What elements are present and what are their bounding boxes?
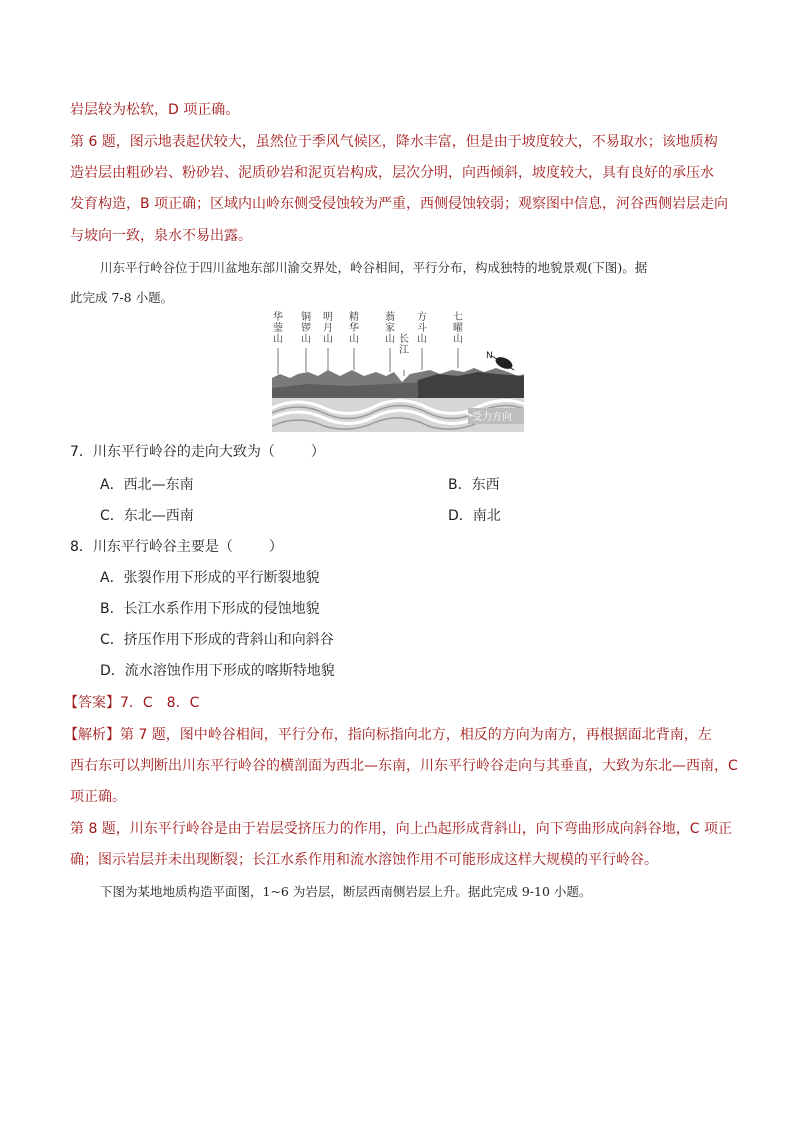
- q7-option-b: B．东西: [448, 477, 500, 493]
- q8-option-a: A．张裂作用下形成的平行断裂地貌: [100, 570, 320, 586]
- question-intro-line1: 川东平行岭谷位于四川盆地东部川渝交界处，岭谷相间，平行分布，构成独特的地貌景观(下图)。据: [100, 260, 648, 275]
- mountain-label: 精华山: [349, 312, 359, 345]
- answer-label: 【答案】: [64, 695, 120, 711]
- answer-line: [64, 693, 199, 713]
- mountain-label: 华蓥山: [273, 312, 283, 345]
- question-8-stem: 8．川东平行岭谷主要是（ ）: [70, 539, 283, 555]
- answer-value: 7．C 8．C: [120, 695, 200, 711]
- analysis-q6-line1: 第 6 题，图示地表起伏较大，虽然位于季风气候区，降水丰富，但是由于坡度较大，不易取水；该地质构: [70, 134, 718, 150]
- analysis-line1: 【解析】第 7 题，图中岭谷相间，平行分布，指向标指向北方，相反的方向为南方，再根据面北背南，左: [64, 727, 712, 743]
- q8-option-d: D．流水溶蚀作用下形成的喀斯特地貌: [100, 663, 335, 679]
- q7-option-a: A．西北—东南: [100, 477, 194, 493]
- q8-option-c: C．挤压作用下形成的背斜山和向斜谷: [100, 632, 334, 648]
- terrain-block-diagram: [268, 312, 528, 434]
- mountain-label: 铜锣山: [301, 312, 311, 345]
- analysis-line3: 项正确。: [70, 789, 126, 805]
- force-direction-label: 受力方向: [472, 412, 512, 423]
- analysis-continuation-line: 岩层较为松软，D 项正确。: [70, 102, 240, 118]
- north-arrow-icon: [486, 351, 514, 371]
- analysis-q6-line3: 发育构造，B 项正确；区域内山岭东侧受侵蚀较为严重，西侧侵蚀较弱；观察图中信息，河谷西侧岩层走向: [70, 196, 729, 212]
- parallel-ridge-valley-figure: [268, 312, 528, 434]
- north-label: N: [486, 351, 493, 361]
- analysis-q6-line2: 造岩层由粗砂岩、粉砂岩、泥质砂岩和泥页岩构成，层次分明，向西倾斜，坡度较大，具有良好的承压水: [70, 165, 714, 181]
- mountain-label: 明月山: [323, 312, 333, 345]
- mountain-label: 蓊家山: [385, 312, 395, 345]
- q7-option-d: D．南北: [448, 508, 501, 524]
- next-question-intro: 下图为某地地质构造平面图，1~6 为岩层，断层西南侧岩层上升。据此完成 9-10 小题。: [100, 884, 592, 899]
- question-7-stem: 7．川东平行岭谷的走向大致为（ ）: [70, 444, 325, 460]
- question-intro-line2: 此完成 7-8 小题。: [70, 290, 174, 305]
- river-label: 长江: [399, 334, 409, 356]
- analysis-line4: 第 8 题，川东平行岭谷是由于岩层受挤压力的作用，向上凸起形成背斜山，向下弯曲形成向斜谷地，C 项正: [70, 821, 733, 837]
- mountain-label: 七曜山: [453, 312, 463, 345]
- analysis-line2: 西右东可以判断出川东平行岭谷的横剖面为西北—东南，川东平行岭谷走向与其垂直，大致为东北—西南，C: [70, 758, 738, 774]
- analysis-q6-line4: 与坡向一致，泉水不易出露。: [70, 228, 252, 244]
- mountain-label: 方斗山: [417, 312, 427, 345]
- analysis-label: 【解析】: [64, 727, 120, 743]
- q8-option-b: B．长江水系作用下形成的侵蚀地貌: [100, 601, 320, 617]
- q7-option-c: C．东北—西南: [100, 508, 194, 524]
- analysis-line5: 确；图示岩层并未出现断裂；长江水系作用和流水溶蚀作用不可能形成这样大规模的平行岭谷。: [70, 852, 658, 868]
